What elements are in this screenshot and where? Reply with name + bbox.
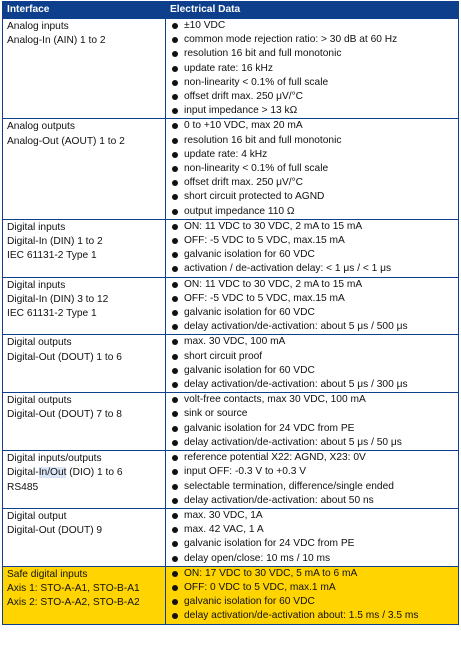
bullet-icon	[172, 339, 178, 345]
interface-line: Digital-In/Out (DIO) 1 to 6	[7, 467, 123, 479]
safe-inputs-row	[3, 566, 459, 624]
interface-line: Digital-Out (DOUT) 9	[7, 525, 103, 537]
list-item: offset drift max. 250 μV/°C	[170, 90, 454, 104]
bullet-icon	[172, 556, 178, 562]
interface-line: Digital output	[7, 510, 67, 522]
interface-cell	[3, 451, 166, 509]
electrical-cell	[166, 393, 459, 451]
highlighted-text: In/Out	[38, 467, 67, 479]
interface-cell	[3, 19, 166, 119]
interface-line: Safe digital inputs	[7, 568, 88, 580]
list-item: ON: 11 VDC to 30 VDC, 2 mA to 15 mA	[170, 278, 454, 292]
list-item: short circuit protected to AGND	[170, 190, 454, 204]
bullet-icon	[172, 426, 178, 432]
interface-line: Digital inputs/outputs	[7, 453, 102, 465]
list-item: sink or source	[170, 407, 454, 421]
list-item: non-linearity < 0.1% of full scale	[170, 162, 454, 176]
bullet-icon	[172, 51, 178, 57]
bullet-icon	[172, 296, 178, 302]
interface-line: Digital outputs	[7, 395, 72, 407]
table-row	[3, 335, 459, 393]
bullet-icon	[172, 252, 178, 258]
list-item: update rate: 16 kHz	[170, 62, 454, 76]
bullet-icon	[172, 513, 178, 519]
list-item: common mode rejection ratio: > 30 dB at 60 Hz	[170, 33, 454, 47]
electrical-cell	[166, 566, 459, 624]
bullet-icon	[172, 224, 178, 230]
interface-cell	[3, 335, 166, 393]
list-item: non-linearity < 0.1% of full scale	[170, 76, 454, 90]
list-item: galvanic isolation for 60 VDC	[170, 306, 454, 320]
list-item: ON: 11 VDC to 30 VDC, 2 mA to 15 mA	[170, 220, 454, 234]
header-electrical-data: Electrical Data	[166, 2, 459, 19]
table-row	[3, 451, 459, 509]
list-item: ±10 VDC	[170, 19, 454, 33]
list-item: OFF: 0 VDC to 5 VDC, max.1 mA	[170, 581, 454, 595]
interface-cell	[3, 508, 166, 566]
bullet-icon	[172, 266, 178, 272]
interface-line: Digital inputs	[7, 279, 66, 291]
table-row	[3, 393, 459, 451]
bullet-icon	[172, 94, 178, 100]
list-item: output impedance 110 Ω	[170, 205, 454, 219]
list-item: input impedance > 13 kΩ	[170, 104, 454, 118]
electrical-cell	[166, 508, 459, 566]
bullet-icon	[172, 368, 178, 374]
electrical-cell	[166, 119, 459, 219]
table-row	[3, 119, 459, 219]
interface-line: Analog outputs	[7, 121, 75, 133]
list-item: ON: 17 VDC to 30 VDC, 5 mA to 6 mA	[170, 567, 454, 581]
interface-cell	[3, 566, 166, 624]
list-item: galvanic isolation for 24 VDC from PE	[170, 422, 454, 436]
list-item: delay activation/de-activation: about 50 ns	[170, 494, 454, 508]
list-item: offset drift max. 250 μV/°C	[170, 176, 454, 190]
bullet-icon	[172, 80, 178, 86]
table-row	[3, 19, 459, 119]
list-item: delay activation/de-activation: about 5 μs / 50 μs	[170, 436, 454, 450]
list-item: short circuit proof	[170, 350, 454, 364]
bullet-icon	[172, 310, 178, 316]
list-item: input OFF: -0.3 V to +0.3 V	[170, 465, 454, 479]
interface-cell	[3, 119, 166, 219]
bullet-icon	[172, 152, 178, 158]
bullet-icon	[172, 585, 178, 591]
list-item: galvanic isolation for 60 VDC	[170, 248, 454, 262]
interface-line: Axis 1: STO-A-A1, STO-B-A1	[7, 582, 140, 594]
interface-line: Digital inputs	[7, 221, 66, 233]
bullet-icon	[172, 123, 178, 129]
electrical-data-table	[2, 1, 459, 625]
interface-cell	[3, 277, 166, 335]
bullet-icon	[172, 324, 178, 330]
list-item: resolution 16 bit and full monotonic	[170, 134, 454, 148]
bullet-icon	[172, 397, 178, 403]
interface-line: Analog inputs	[7, 21, 69, 32]
bullet-icon	[172, 180, 178, 186]
bullet-icon	[172, 66, 178, 72]
bullet-icon	[172, 209, 178, 215]
interface-line: Axis 2: STO-A-A2, STO-B-A2	[7, 597, 140, 609]
bullet-icon	[172, 108, 178, 114]
list-item: delay activation/de-activation: about 5 μs / 500 μs	[170, 320, 454, 334]
bullet-icon	[172, 498, 178, 504]
list-item: delay activation/de-activation about: 1.5 ms / 3.5 ms	[170, 609, 454, 623]
bullet-icon	[172, 238, 178, 244]
interface-line: Digital outputs	[7, 337, 72, 349]
bullet-icon	[172, 194, 178, 200]
list-item: delay activation/de-activation: about 5 μs / 300 μs	[170, 378, 454, 392]
interface-line: Digital-Out (DOUT) 1 to 6	[7, 351, 122, 363]
interface-cell	[3, 219, 166, 277]
list-item: OFF: -5 VDC to 5 VDC, max.15 mA	[170, 292, 454, 306]
bullet-icon	[172, 455, 178, 461]
bullet-icon	[172, 354, 178, 360]
electrical-cell	[166, 219, 459, 277]
list-item: resolution 16 bit and full monotonic	[170, 47, 454, 61]
list-item: galvanic isolation for 60 VDC	[170, 364, 454, 378]
bullet-icon	[172, 484, 178, 490]
bullet-icon	[172, 440, 178, 446]
bullet-icon	[172, 282, 178, 288]
bullet-icon	[172, 599, 178, 605]
electrical-cell	[166, 277, 459, 335]
bullet-icon	[172, 37, 178, 43]
interface-line: IEC 61131-2 Type 1	[7, 308, 97, 320]
list-item: update rate: 4 kHz	[170, 148, 454, 162]
electrical-cell	[166, 335, 459, 393]
electrical-cell	[166, 19, 459, 119]
bullet-icon	[172, 138, 178, 144]
interface-line: Digital-In (DIN) 3 to 12	[7, 293, 109, 305]
interface-line: Analog-Out (AOUT) 1 to 2	[7, 135, 125, 147]
bullet-icon	[172, 469, 178, 475]
bullet-icon	[172, 166, 178, 172]
header-interface: Interface	[3, 2, 166, 19]
list-item: volt-free contacts, max 30 VDC, 100 mA	[170, 393, 454, 407]
list-item: max. 42 VAC, 1 A	[170, 523, 454, 537]
list-item: 0 to +10 VDC, max 20 mA	[170, 119, 454, 133]
list-item: delay open/close: 10 ms / 10 ms	[170, 552, 454, 566]
bullet-icon	[172, 571, 178, 577]
interface-line: Analog-In (AIN) 1 to 2	[7, 35, 106, 47]
table-row	[3, 219, 459, 277]
table-header-row	[3, 2, 459, 19]
list-item: max. 30 VDC, 100 mA	[170, 335, 454, 349]
interface-line: Digital-In (DIN) 1 to 2	[7, 236, 103, 248]
interface-line: RS485	[7, 481, 39, 493]
list-item: max. 30 VDC, 1A	[170, 509, 454, 523]
bullet-icon	[172, 541, 178, 547]
list-item: selectable termination, difference/single ended	[170, 480, 454, 494]
bullet-icon	[172, 382, 178, 388]
table-row	[3, 277, 459, 335]
electrical-cell	[166, 451, 459, 509]
interface-line: IEC 61131-2 Type 1	[7, 250, 97, 262]
list-item: galvanic isolation for 24 VDC from PE	[170, 537, 454, 551]
interface-line: Digital-Out (DOUT) 7 to 8	[7, 409, 122, 421]
list-item: galvanic isolation for 60 VDC	[170, 595, 454, 609]
list-item: activation / de-activation delay: < 1 μs / < 1 μs	[170, 262, 454, 276]
list-item: reference potential X22: AGND, X23: 0V	[170, 451, 454, 465]
bullet-icon	[172, 527, 178, 533]
bullet-icon	[172, 411, 178, 417]
bullet-icon	[172, 613, 178, 619]
table-row	[3, 508, 459, 566]
bullet-icon	[172, 23, 178, 29]
interface-cell	[3, 393, 166, 451]
list-item: OFF: -5 VDC to 5 VDC, max.15 mA	[170, 234, 454, 248]
